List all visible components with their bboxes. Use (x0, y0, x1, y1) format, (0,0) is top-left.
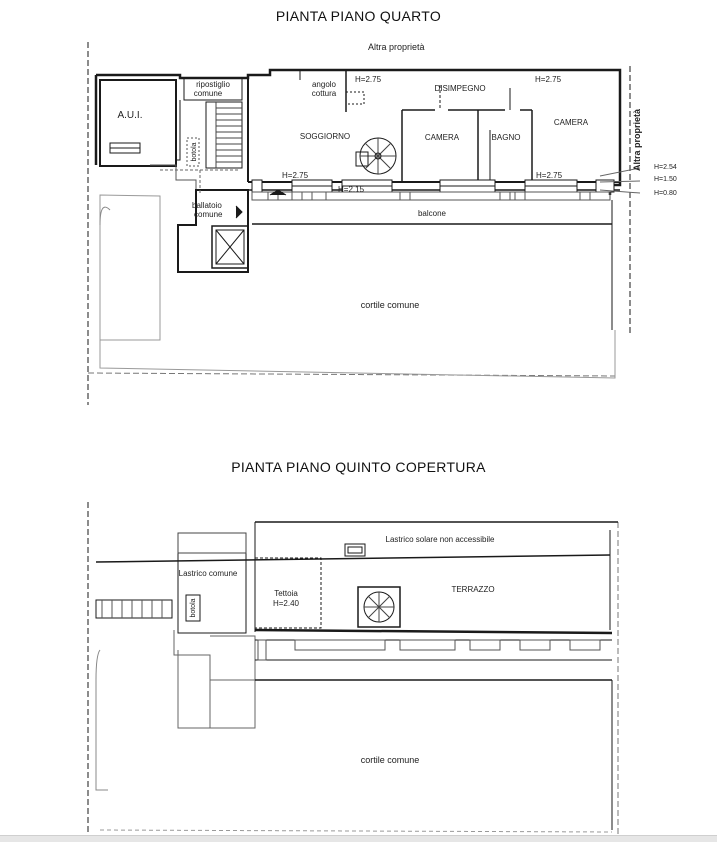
common-stair-treads (216, 102, 242, 168)
label-cottura: cottura (311, 89, 337, 98)
terrace-parapet (255, 630, 612, 633)
label-ripostiglio-comune: comune (193, 89, 223, 98)
lastrico-comune-block (178, 533, 246, 633)
label-h-bottom-right: H=2.75 (536, 171, 563, 180)
label-camera-mid: CAMERA (424, 133, 460, 142)
balcone-ledge (252, 192, 610, 200)
property-line-bottom (88, 373, 615, 376)
label-h-sogg: H=2.75 (282, 171, 309, 180)
kitchen-hood (346, 92, 364, 104)
label-ballatoio-comune: comune (194, 210, 223, 219)
label-botola-5: botola (190, 598, 197, 618)
label-bagno: BAGNO (491, 133, 521, 142)
label-aui: A.U.I. (117, 110, 143, 121)
label-cortile-4: cortile comune (360, 300, 420, 310)
label-disimpegno: DISIMPEGNO (434, 84, 486, 93)
common-stair (206, 102, 242, 168)
label-h-angolo: H=2.75 (355, 75, 382, 84)
label-h-150: H=1.50 (654, 176, 677, 183)
plan5-title: PIANTA PIANO QUINTO COPERTURA (231, 459, 486, 475)
plan4-title: PIANTA PIANO QUARTO (275, 8, 442, 24)
label-botola: botola (191, 142, 198, 162)
label-h-240: H=2.40 (272, 599, 300, 608)
label-ripostiglio: ripostiglio (196, 80, 230, 89)
label-h-215: H=2.15 (338, 185, 365, 194)
plan4-left-building (100, 195, 160, 340)
label-altra-proprieta-right: Altra proprietà (632, 108, 642, 172)
facade-strip-5 (258, 640, 600, 660)
label-h-254: H=2.54 (654, 164, 677, 171)
label-angolo: angolo (311, 80, 337, 89)
door-swing-2 (236, 206, 242, 218)
label-tettoia: Tettoia (274, 589, 298, 598)
cortile-boundary (100, 330, 615, 378)
plan5 (88, 502, 618, 835)
label-h-camera-right: H=2.75 (535, 75, 562, 84)
adjacent-roof-strip (96, 600, 172, 618)
label-altra-proprieta-top: Altra proprietà (368, 42, 425, 52)
label-camera-right: CAMERA (553, 118, 589, 127)
label-cortile-5: cortile comune (360, 755, 420, 765)
label-lastrico-non-accessibile: Lastrico solare non accessibile (385, 535, 495, 544)
label-balcone: balcone (417, 209, 447, 218)
plan4 (88, 42, 640, 405)
label-soggiorno: SOGGIORNO (299, 132, 351, 141)
label-h-080: H=0.80 (654, 190, 677, 197)
label-terrazzo: TERRAZZO (451, 585, 495, 594)
label-lastrico-comune: Lastrico comune (178, 569, 238, 578)
label-ballatoio: ballatoio (192, 201, 222, 210)
